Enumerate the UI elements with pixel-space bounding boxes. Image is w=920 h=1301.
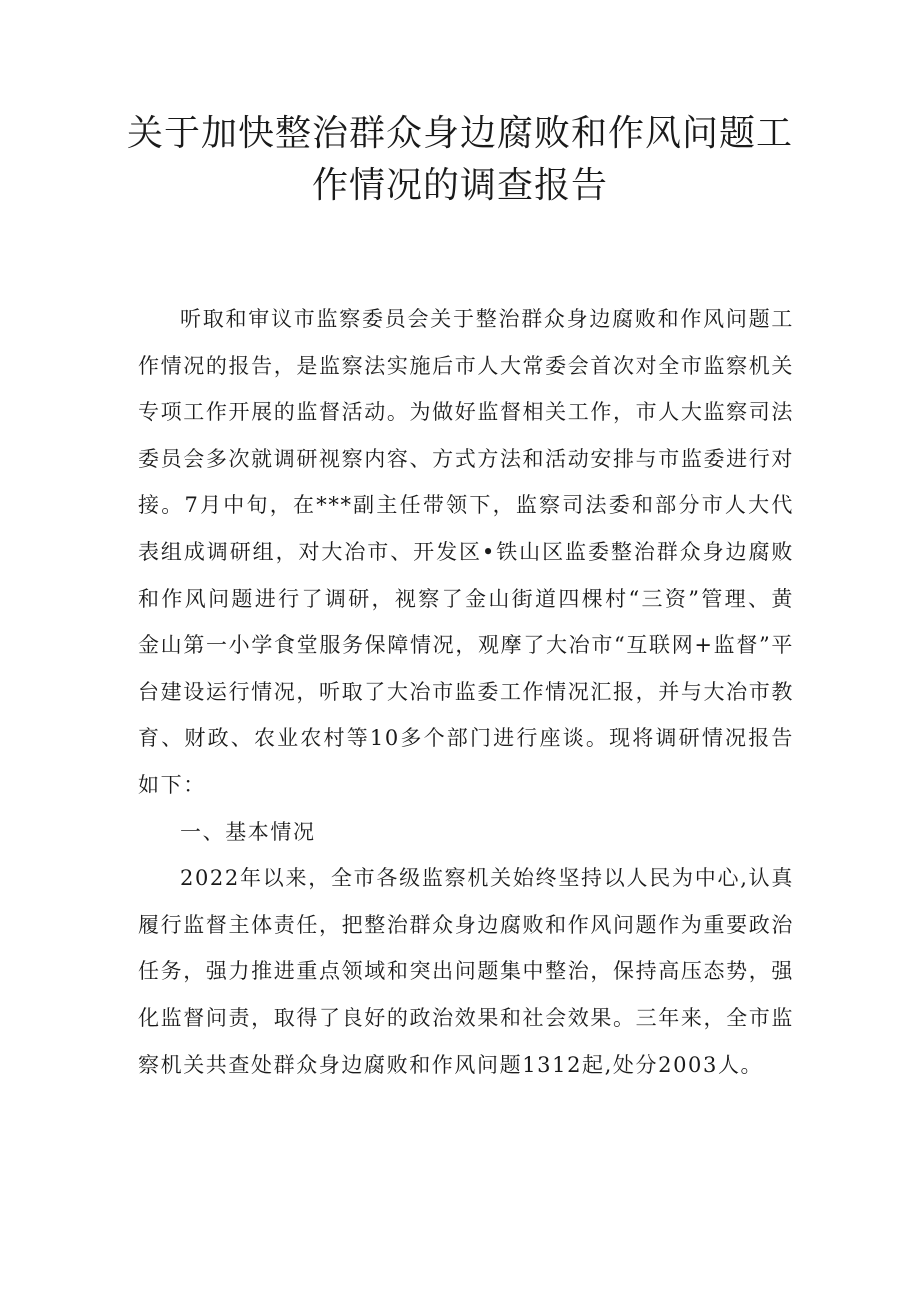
basic-situation-paragraph: 2022年以来，全市各级监察机关始终坚持以人民为中心,认真履行监督主体责任，把整治群众身边腐败和作风问题作为重要政治任务，强力推进重点领域和突出问题集中整治，保持高压态势，强化监督问责，取得了良好的政治效果和社会效果。三年来，全市监察机关共查处群众身边腐败和作风问题1312起,处分2003人。	[138, 866, 794, 1077]
section-heading-basic-situation: 一、基本情况	[180, 819, 316, 844]
title-line-1: 关于加快整治群众身边腐败和作风问题工	[126, 113, 793, 154]
document-body	[138, 296, 794, 1088]
intro-paragraph: 听取和审议市监察委员会关于整治群众身边腐败和作风问题工作情况的报告，是监察法实施后市人大常委会首次对全市监察机关专项工作开展的监督活动。为做好监督相关工作，市人大监察司法委员会多次就调研视察内容、方式方法和活动安排与市监委进行对接。7月中旬，在***副主任带领下，监察司法委和部分市人大代表组成调研组，对大冶市、开发区•铁山区监委整治群众身边腐败和作风问题进行了调研，视察了金山街道四棵村“三资”管理、黄金山第一小学食堂服务保障情况，观摩了大冶市“互联网+监督”平台建设运行情况，听取了大冶市监委工作情况汇报，并与大冶市教育、财政、农业农村等10多个部门进行座谈。现将调研情况报告如下：	[138, 307, 794, 797]
document-title	[120, 108, 800, 212]
title-line-2: 作情况的调查报告	[311, 165, 608, 206]
